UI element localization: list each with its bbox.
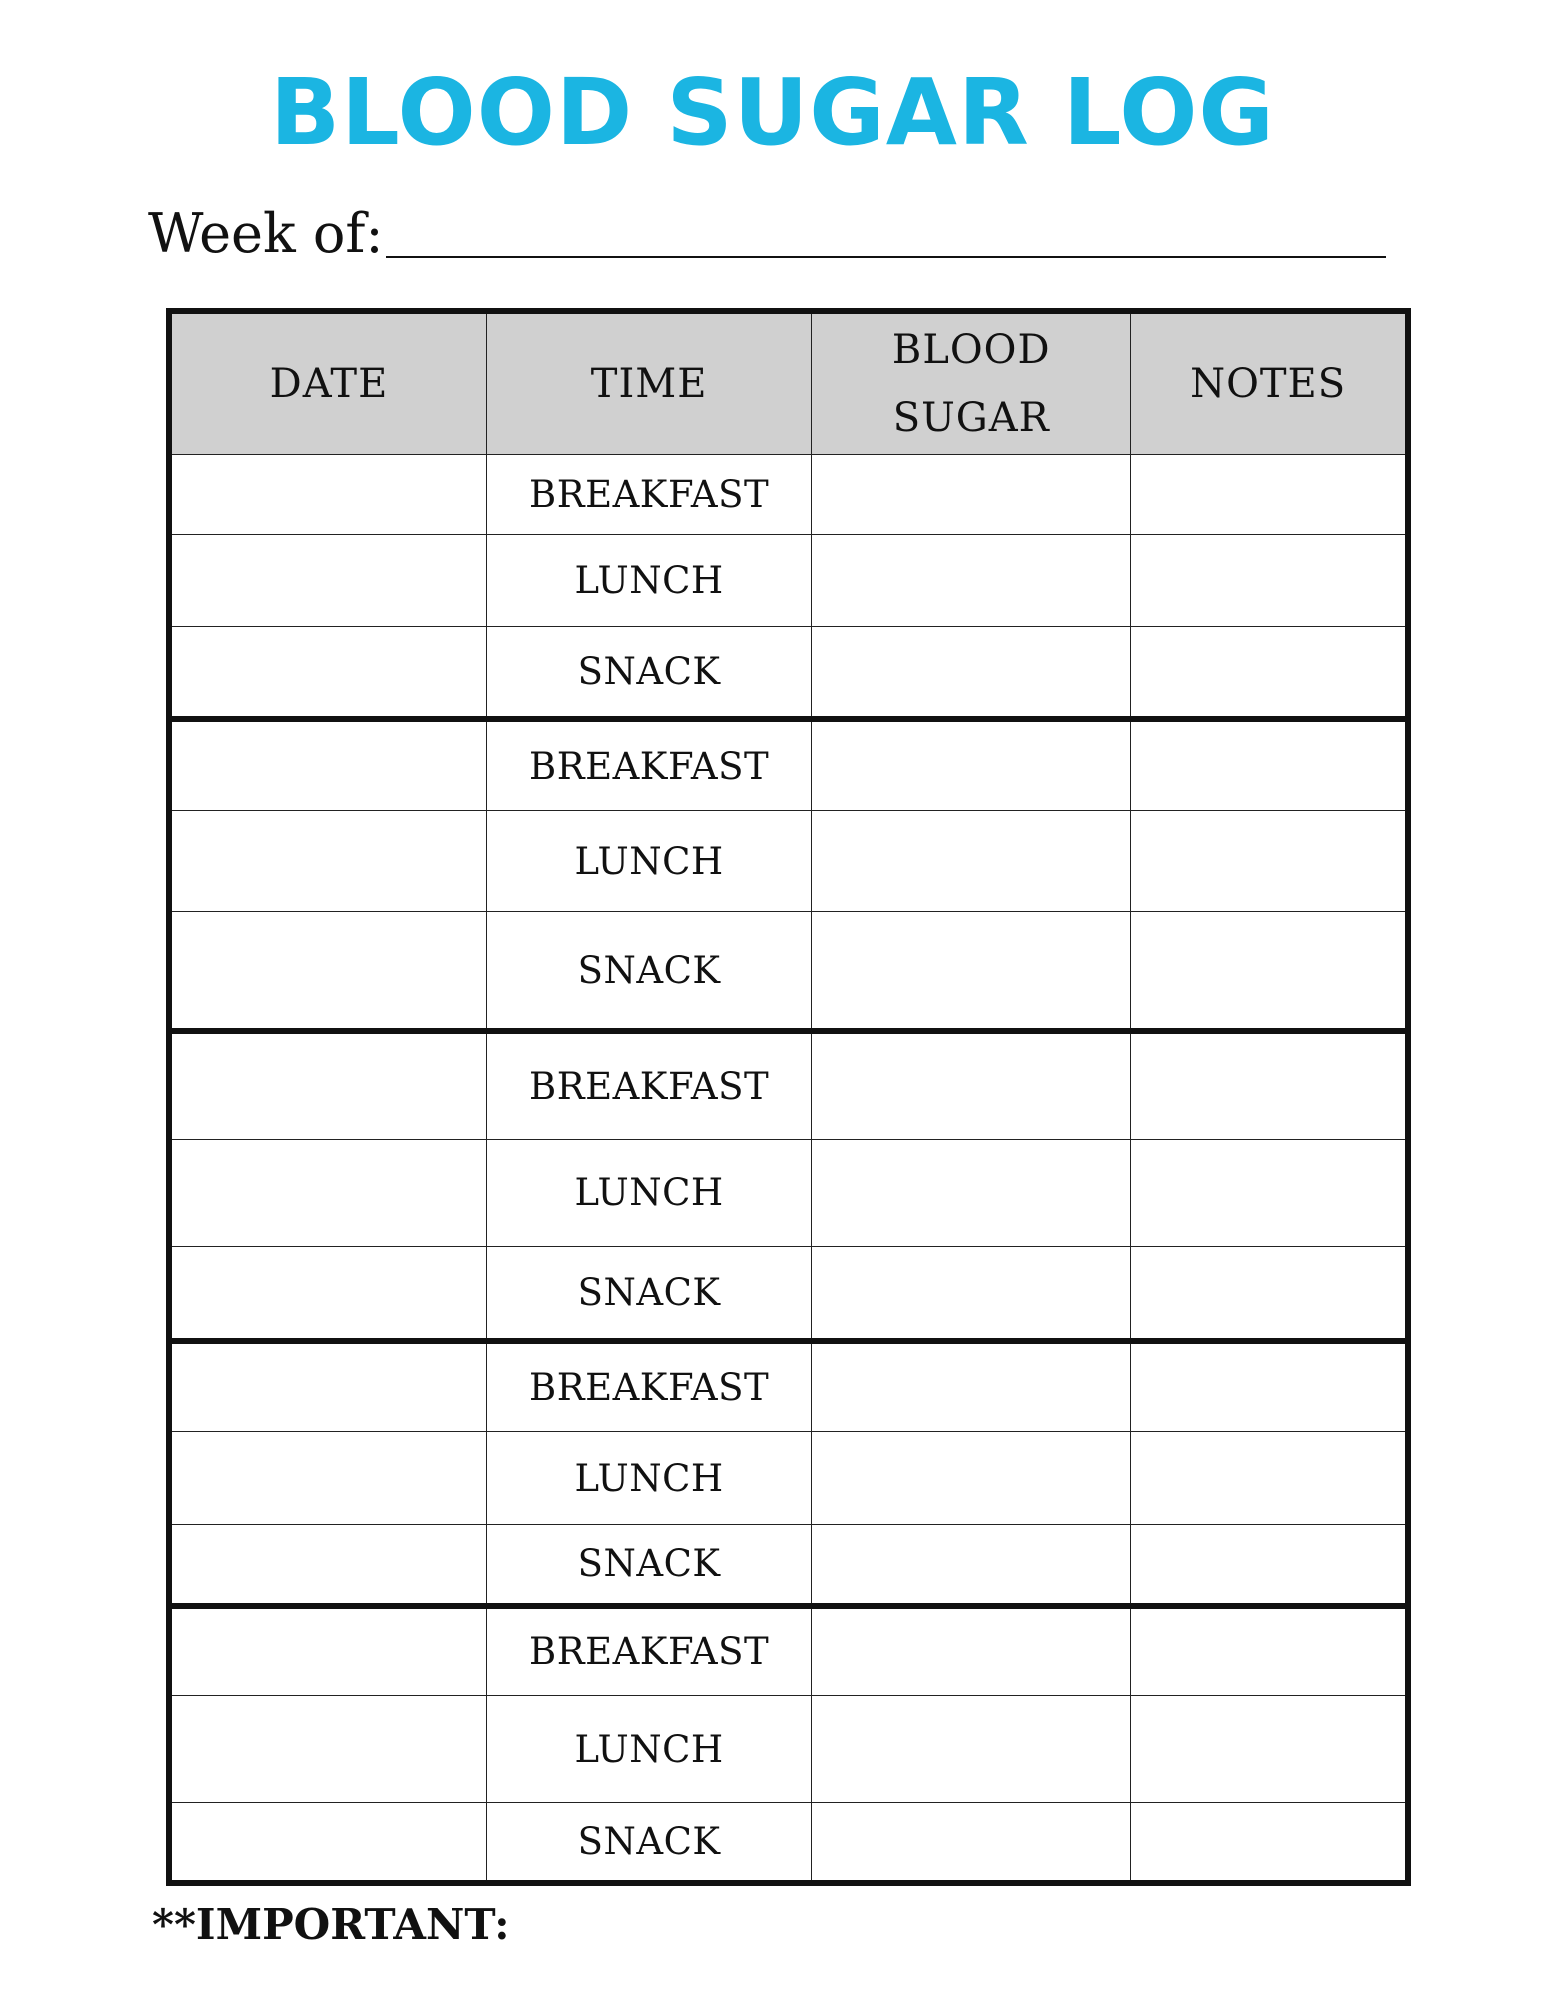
table-row — [169, 1431, 1408, 1524]
table-row — [169, 455, 1408, 535]
column-header-date: DATE — [169, 311, 486, 455]
time-cell: LUNCH — [486, 811, 811, 912]
date-cell[interactable] — [169, 627, 486, 719]
date-cell[interactable] — [169, 535, 486, 627]
blood-sugar-cell[interactable] — [812, 1803, 1131, 1883]
blood-sugar-cell[interactable] — [812, 811, 1131, 912]
table-row — [169, 912, 1408, 1031]
date-cell[interactable] — [169, 1246, 486, 1341]
week-of-field — [148, 196, 1386, 266]
table-row — [169, 1696, 1408, 1803]
table-row — [169, 719, 1408, 811]
blood-sugar-cell[interactable] — [812, 455, 1131, 535]
week-of-label: Week of: — [148, 202, 384, 265]
date-cell[interactable] — [169, 1431, 486, 1524]
blood-sugar-cell[interactable] — [812, 1606, 1131, 1696]
blood-sugar-cell[interactable] — [812, 1031, 1131, 1139]
week-of-input-line[interactable] — [386, 256, 1386, 258]
notes-cell[interactable] — [1131, 1341, 1408, 1431]
notes-cell[interactable] — [1131, 1431, 1408, 1524]
date-cell[interactable] — [169, 1696, 486, 1803]
important-note-label: **IMPORTANT: — [152, 1900, 510, 1949]
table-row — [169, 1803, 1408, 1883]
page-title: BLOOD SUGAR LOG — [270, 59, 1275, 166]
blood-sugar-cell[interactable] — [812, 535, 1131, 627]
time-cell: LUNCH — [486, 1431, 811, 1524]
blood-sugar-cell[interactable] — [812, 1696, 1131, 1803]
time-cell: BREAKFAST — [486, 1341, 811, 1431]
date-cell[interactable] — [169, 719, 486, 811]
blood-sugar-table — [166, 308, 1411, 1886]
table-row — [169, 1606, 1408, 1696]
date-cell[interactable] — [169, 912, 486, 1031]
blood-sugar-cell[interactable] — [812, 1431, 1131, 1524]
notes-cell[interactable] — [1131, 1803, 1408, 1883]
blood-sugar-cell[interactable] — [812, 719, 1131, 811]
table-row — [169, 1246, 1408, 1341]
time-cell: LUNCH — [486, 535, 811, 627]
time-cell: LUNCH — [486, 1139, 811, 1246]
blood-sugar-cell[interactable] — [812, 1525, 1131, 1606]
time-cell: LUNCH — [486, 1696, 811, 1803]
notes-cell[interactable] — [1131, 535, 1408, 627]
time-cell: SNACK — [486, 1525, 811, 1606]
table-row — [169, 535, 1408, 627]
notes-cell[interactable] — [1131, 811, 1408, 912]
table-header-row — [169, 311, 1408, 455]
time-cell: BREAKFAST — [486, 1606, 811, 1696]
notes-cell[interactable] — [1131, 1696, 1408, 1803]
table-body — [169, 455, 1408, 1884]
time-cell: SNACK — [486, 1803, 811, 1883]
notes-cell[interactable] — [1131, 1606, 1408, 1696]
notes-cell[interactable] — [1131, 912, 1408, 1031]
table-row — [169, 627, 1408, 719]
date-cell[interactable] — [169, 1803, 486, 1883]
column-header-time: TIME — [486, 311, 811, 455]
notes-cell[interactable] — [1131, 719, 1408, 811]
blood-sugar-cell[interactable] — [812, 1139, 1131, 1246]
time-cell: BREAKFAST — [486, 1031, 811, 1139]
time-cell: BREAKFAST — [486, 719, 811, 811]
notes-cell[interactable] — [1131, 1246, 1408, 1341]
date-cell[interactable] — [169, 1341, 486, 1431]
notes-cell[interactable] — [1131, 455, 1408, 535]
blood-sugar-cell[interactable] — [812, 1246, 1131, 1341]
date-cell[interactable] — [169, 1139, 486, 1246]
date-cell[interactable] — [169, 1031, 486, 1139]
blood-sugar-cell[interactable] — [812, 912, 1131, 1031]
table-row — [169, 1341, 1408, 1431]
time-cell: SNACK — [486, 627, 811, 719]
date-cell[interactable] — [169, 455, 486, 535]
time-cell: SNACK — [486, 912, 811, 1031]
date-cell[interactable] — [169, 1525, 486, 1606]
column-header-blood-sugar: BLOOD SUGAR — [812, 311, 1131, 455]
date-cell[interactable] — [169, 1606, 486, 1696]
table-row — [169, 1139, 1408, 1246]
table-row — [169, 1525, 1408, 1606]
table-row — [169, 1031, 1408, 1139]
table-row — [169, 811, 1408, 912]
notes-cell[interactable] — [1131, 1031, 1408, 1139]
notes-cell[interactable] — [1131, 1525, 1408, 1606]
date-cell[interactable] — [169, 811, 486, 912]
notes-cell[interactable] — [1131, 627, 1408, 719]
blood-sugar-cell[interactable] — [812, 627, 1131, 719]
notes-cell[interactable] — [1131, 1139, 1408, 1246]
column-header-notes: NOTES — [1131, 311, 1408, 455]
time-cell: SNACK — [486, 1246, 811, 1341]
blood-sugar-cell[interactable] — [812, 1341, 1131, 1431]
time-cell: BREAKFAST — [486, 455, 811, 535]
